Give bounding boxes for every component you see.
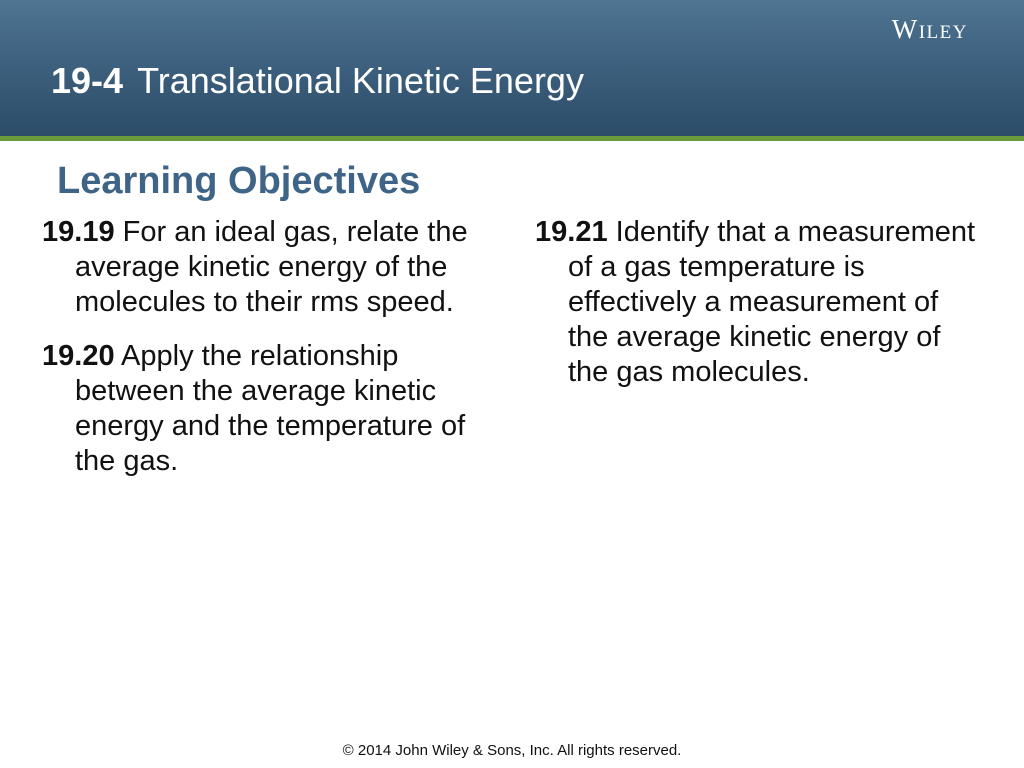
objective-item <box>42 339 512 479</box>
section-title: Translational Kinetic Energy <box>137 60 584 101</box>
objectives-right-column <box>535 215 980 409</box>
objective-text: Identify that a measurement of a gas temperature is effectively a measurement of the average kinetic energy of the gas molecules. <box>568 216 976 388</box>
objective-number: 19.20 <box>42 340 115 372</box>
objective-text: For an ideal gas, relate the average kinetic energy of the molecules to their rms speed. <box>75 216 468 318</box>
objective-number: 19.19 <box>42 216 115 248</box>
objective-item <box>42 215 512 320</box>
copyright-footer: © 2014 John Wiley & Sons, Inc. All rights reserved. <box>342 742 682 759</box>
objectives-left-column <box>42 215 512 498</box>
objective-text: Apply the relationship between the average kinetic energy and the temperature of the gas. <box>75 340 466 477</box>
section-number: 19-4 <box>51 60 124 101</box>
slide-header <box>0 0 1024 136</box>
header-accent-stripe <box>0 136 1024 141</box>
wiley-logo: Wiley <box>891 14 968 44</box>
slide-title <box>51 60 584 102</box>
learning-objectives-heading: Learning Objectives <box>57 160 421 202</box>
objective-item <box>535 215 980 390</box>
objective-number: 19.21 <box>535 216 608 248</box>
